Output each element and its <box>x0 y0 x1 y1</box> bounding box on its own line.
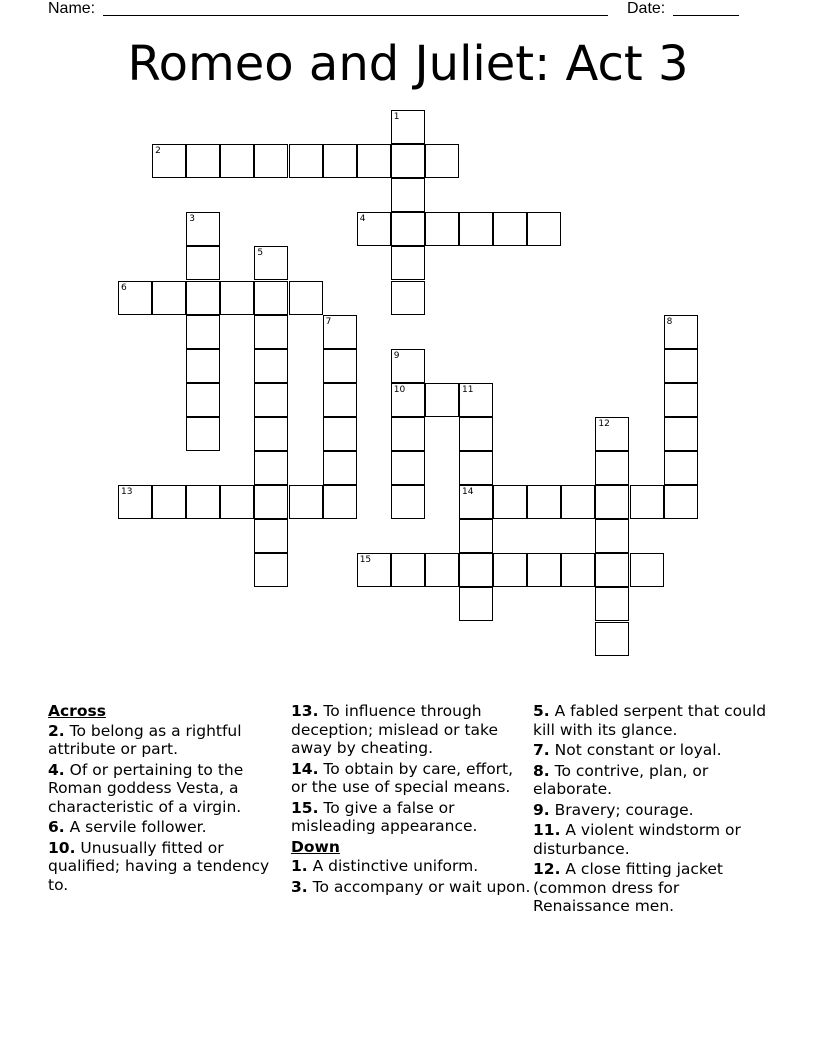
grid-cell[interactable] <box>254 349 288 383</box>
grid-cell[interactable] <box>425 553 459 587</box>
grid-cell[interactable] <box>254 315 288 349</box>
grid-cell[interactable] <box>527 485 561 519</box>
clue-across-4: 4. Of or pertaining to the Roman goddess Vesta, a characteristic of a virgin. <box>48 760 244 816</box>
grid-cell[interactable] <box>186 417 220 451</box>
grid-cell[interactable] <box>289 485 323 519</box>
grid-cell[interactable] <box>254 383 288 417</box>
grid-cell[interactable] <box>527 553 561 587</box>
grid-cell[interactable] <box>391 451 425 485</box>
clue-across-2: 2. To belong as a rightful attribute or part. <box>48 721 242 758</box>
clue-column-3 <box>533 702 773 918</box>
grid-cell[interactable] <box>664 383 698 417</box>
grid-cell[interactable] <box>391 383 425 417</box>
cell-number: 6 <box>121 282 127 293</box>
cell-number: 9 <box>393 350 400 361</box>
grid-cell[interactable] <box>391 281 425 315</box>
grid-cell[interactable] <box>459 383 493 417</box>
grid-cell[interactable] <box>391 349 425 383</box>
cell-number: 11 <box>462 384 474 395</box>
clue-down-7: 7. Not constant or loyal. <box>533 741 722 759</box>
grid-cell[interactable] <box>118 485 152 519</box>
grid-cell[interactable] <box>493 553 527 587</box>
grid-cell[interactable] <box>459 212 493 246</box>
grid-cell[interactable] <box>323 451 357 485</box>
grid-cell[interactable] <box>254 451 288 485</box>
clue-down-9: 9. Bravery; courage. <box>533 800 694 819</box>
grid-cell[interactable] <box>425 383 459 417</box>
grid-cell[interactable] <box>595 417 629 451</box>
grid-cell[interactable] <box>254 553 288 587</box>
grid-cell[interactable] <box>664 451 698 485</box>
grid-cell[interactable] <box>186 349 220 383</box>
page-title: Romeo and Juliet: Act 3 <box>127 36 689 92</box>
grid-cell[interactable] <box>357 212 391 246</box>
grid-cell[interactable] <box>561 553 595 587</box>
cell-number: 13 <box>121 487 133 498</box>
grid-cell[interactable] <box>323 383 357 417</box>
grid-cell[interactable] <box>595 553 629 587</box>
grid-cell[interactable] <box>220 281 254 315</box>
grid-cell[interactable] <box>152 144 186 178</box>
grid-cell[interactable] <box>630 485 664 519</box>
clue-across-6: 6. A servile follower. <box>48 818 207 836</box>
grid-cell[interactable] <box>630 553 664 587</box>
grid-cell[interactable] <box>391 178 425 212</box>
grid-cell[interactable] <box>254 246 288 280</box>
across-heading: Across <box>48 702 106 720</box>
cell-number: 12 <box>598 418 610 429</box>
grid-cell[interactable] <box>391 417 425 451</box>
grid-cell[interactable] <box>425 212 459 246</box>
clue-down-12: 12. A close fitting jacket (common dress for Renaissance men. <box>533 860 723 915</box>
grid-cell[interactable] <box>425 144 459 178</box>
grid-cell[interactable] <box>220 144 254 178</box>
grid-cell[interactable] <box>254 144 288 178</box>
name-label: Name: <box>48 0 96 17</box>
clue-across-10: 10. Unusually fitted or qualified; having a tendency to. <box>48 838 270 894</box>
grid-cell[interactable] <box>391 485 425 519</box>
grid-cell[interactable] <box>152 281 186 315</box>
grid-cell[interactable] <box>459 587 493 621</box>
cell-number: 14 <box>462 487 474 498</box>
grid-cell[interactable] <box>391 110 425 144</box>
grid-cell[interactable] <box>186 246 220 280</box>
clue-column-1 <box>48 702 288 896</box>
grid-cell[interactable] <box>289 144 323 178</box>
grid-cell[interactable] <box>118 281 152 315</box>
cell-number: 5 <box>257 248 264 259</box>
grid-cell[interactable] <box>459 485 493 519</box>
grid-cell[interactable] <box>493 212 527 246</box>
cell-number: 10 <box>393 384 406 395</box>
grid-cell[interactable] <box>493 485 527 519</box>
clue-down-8: 8. To contrive, plan, or elaborate. <box>533 761 709 798</box>
grid-cell[interactable] <box>527 212 561 246</box>
grid-cell[interactable] <box>323 349 357 383</box>
grid-cell[interactable] <box>459 553 493 587</box>
cell-number: 2 <box>155 146 161 157</box>
grid-cell[interactable] <box>254 417 288 451</box>
grid-cell[interactable] <box>664 485 698 519</box>
grid-cell[interactable] <box>186 315 220 349</box>
cell-number: 3 <box>189 214 195 225</box>
grid-cell[interactable] <box>459 451 493 485</box>
clue-down-3: 3. To accompany or wait upon. <box>291 877 531 896</box>
grid-cell[interactable] <box>664 315 698 349</box>
grid-cell[interactable] <box>459 417 493 451</box>
grid-cell[interactable] <box>186 485 220 519</box>
grid-cell[interactable] <box>561 485 595 519</box>
grid-cell[interactable] <box>357 144 391 178</box>
grid-cell[interactable] <box>323 485 357 519</box>
grid-cell[interactable] <box>323 144 357 178</box>
cell-number: 15 <box>359 555 372 566</box>
grid-cell[interactable] <box>595 587 629 621</box>
grid-cell[interactable] <box>664 417 698 451</box>
grid-cell[interactable] <box>664 349 698 383</box>
grid-cell[interactable] <box>152 485 186 519</box>
grid-cell[interactable] <box>391 144 425 178</box>
grid-cell[interactable] <box>220 485 254 519</box>
clue-down-1: 1. A distinctive uniform. <box>291 857 479 875</box>
grid-cell[interactable] <box>186 212 220 246</box>
clue-across-15: 15. To give a false or misleading appearance. <box>291 798 478 835</box>
cell-number: 1 <box>393 112 400 122</box>
grid-cell[interactable] <box>186 281 220 315</box>
grid-cell[interactable] <box>391 212 425 246</box>
clue-down-11: 11. A violent windstorm or disturbance. <box>533 821 741 858</box>
grid-cell[interactable] <box>254 281 288 315</box>
date-label: Date: <box>627 0 666 17</box>
grid-cell[interactable] <box>391 553 425 587</box>
down-heading: Down <box>291 837 340 856</box>
grid-cell[interactable] <box>595 485 629 519</box>
grid-cell[interactable] <box>186 383 220 417</box>
grid-cell[interactable] <box>186 144 220 178</box>
clue-column-2 <box>291 702 531 898</box>
clue-across-13: 13. To influence through deception; mislead or take away by cheating. <box>291 702 499 757</box>
grid-cell[interactable] <box>459 519 493 553</box>
grid-cell[interactable] <box>323 417 357 451</box>
grid-cell[interactable] <box>323 315 357 349</box>
grid-cell[interactable] <box>254 485 288 519</box>
grid-cell[interactable] <box>357 553 391 587</box>
grid-cell[interactable] <box>595 519 629 553</box>
cell-number: 7 <box>325 316 332 327</box>
cell-number: 8 <box>666 316 673 327</box>
grid-cell[interactable] <box>595 451 629 485</box>
grid-cell[interactable] <box>254 519 288 553</box>
grid-cell[interactable] <box>289 281 323 315</box>
clue-down-5: 5. A fabled serpent that could kill with its glance. <box>533 702 767 739</box>
cell-number: 4 <box>359 214 366 225</box>
grid-cell[interactable] <box>595 622 629 656</box>
clue-across-14: 14. To obtain by care, effort, or the use of special means. <box>291 759 514 796</box>
grid-cell[interactable] <box>391 246 425 280</box>
